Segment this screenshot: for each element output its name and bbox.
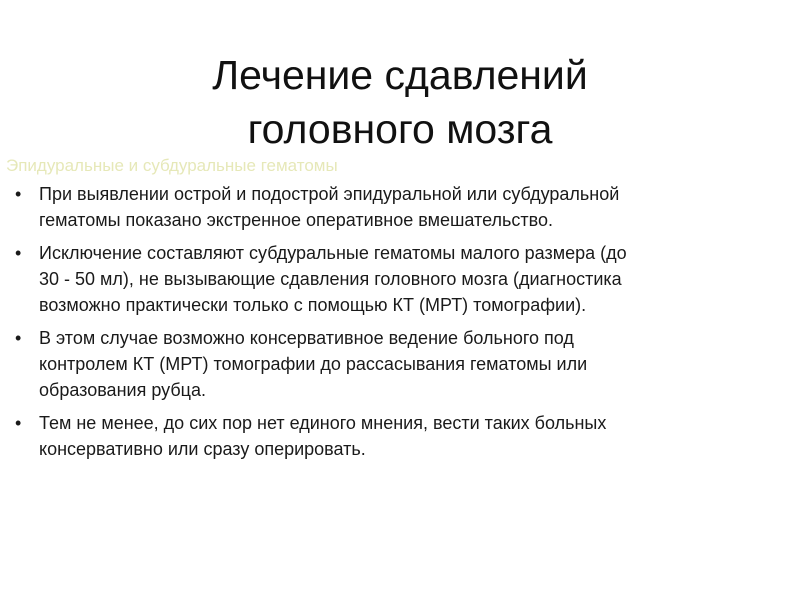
slide-title-line-1: Лечение сдавлений (212, 52, 588, 98)
bullet-2-line-3: возможно практически только с помощью КТ (МРТ) томографии). (39, 295, 587, 315)
bullet-4-line-1: Тем не менее, до сих пор нет единого мнения, вести таких больных (39, 413, 607, 433)
bullet-1-line-1: При выявлении острой и подострой эпидуральной или субдуральной (39, 184, 620, 204)
bullet-icon: • (15, 413, 22, 433)
bullet-2-line-1: Исключение составляют субдуральные гематомы малого размера (до (39, 243, 627, 263)
bullet-icon: • (15, 243, 22, 263)
slide-title-line-2: головного мозга (247, 106, 553, 152)
slide-title (0, 48, 800, 156)
bullet-3-line-1: В этом случае возможно консервативное ведение больного под (39, 328, 574, 348)
bullet-4-line-2: консервативно или сразу оперировать. (39, 439, 366, 459)
bullet-item-2 (0, 240, 790, 318)
bullet-item-3 (0, 325, 790, 403)
bullet-item-1 (0, 181, 790, 233)
slide-subtitle: Эпидуральные и субдуральные гематомы (6, 156, 338, 175)
bullet-2-line-2: 30 - 50 мл), не вызывающие сдавления головного мозга (диагностика (39, 269, 622, 289)
bullet-3-line-2: контролем КТ (МРТ) томографии до рассасывания гематомы или (39, 354, 588, 374)
bullet-icon: • (15, 328, 22, 348)
bullet-list (0, 181, 790, 469)
bullet-1-line-2: гематомы показано экстренное оперативное вмешательство. (39, 210, 553, 230)
bullet-3-line-3: образования рубца. (39, 380, 206, 400)
bullet-icon: • (15, 184, 22, 204)
bullet-item-4 (0, 410, 790, 462)
